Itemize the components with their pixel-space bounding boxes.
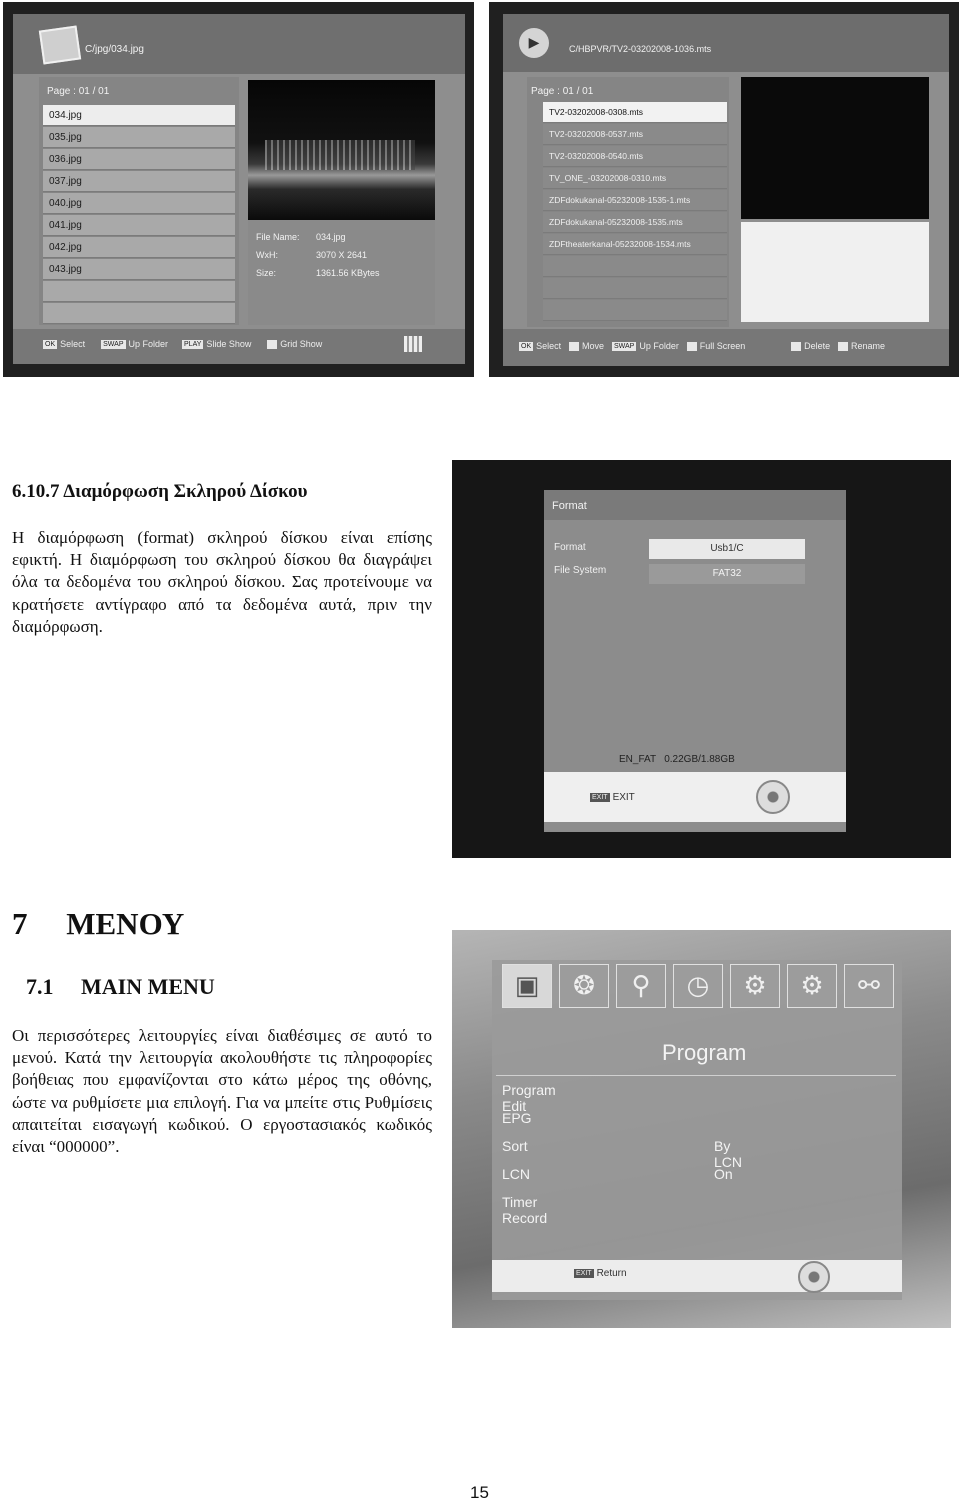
section-6-10-7-paragraph: Η διαμόρφωση (format) σκληρού δίσκου είναι επίσης εφικτή. Η διαμόρφωση του σκληρού δίσκου θα διαγράψει όλα τα δεδομένα του σκληρού δίσκου. Σας προτείνουμε να κρατήσετε αντίγραφο από τα δεδομένα αυτά, πριν την διαμόρφωση.: [12, 528, 432, 636]
pvr-file-item[interactable]: ZDFdokukanal-05232008-1535.mts: [543, 212, 727, 233]
wxh-value: 3070 X 2641: [316, 250, 368, 260]
footer-key-icon: [838, 342, 848, 351]
footer-label: Rename: [850, 341, 885, 351]
photo-info-panel: [256, 228, 380, 282]
wxh-label: WxH:: [256, 250, 278, 260]
footer-label: Move: [581, 341, 604, 351]
photo-empty-row: [43, 303, 235, 324]
film-reel-icon[interactable]: ❂: [559, 964, 609, 1008]
play-icon: ▶: [519, 28, 549, 58]
photo-footer-bar: [43, 339, 338, 349]
photo-page-indicator: Page : 01 / 01: [47, 86, 110, 97]
menu-item[interactable]: LCN: [502, 1166, 531, 1182]
photo-file-item[interactable]: 041.jpg: [43, 215, 235, 236]
photo-empty-row: [43, 281, 235, 302]
footer-key-icon: SWAP: [103, 341, 124, 349]
footer-label: Delete: [804, 341, 831, 351]
footer-hint: [43, 339, 85, 349]
format-title: Format: [552, 500, 587, 512]
format-device-field[interactable]: [649, 539, 805, 559]
footer-hint: [687, 341, 745, 351]
pvr-browser-screenshot: [489, 2, 959, 377]
footer-label: Full Screen: [699, 341, 746, 351]
chapter-7-heading: 7 ΜΕΝΟΥ: [12, 906, 185, 941]
file-system-label: File System: [554, 565, 607, 576]
tv-icon[interactable]: ▣: [502, 964, 552, 1008]
exit-button[interactable]: [590, 792, 635, 803]
main-menu-screenshot: [452, 930, 951, 1328]
footer-hint: [182, 339, 251, 349]
format-screenshot: [452, 460, 951, 858]
exit-key: EXIT: [592, 793, 608, 801]
pvr-page-indicator: Page : 01 / 01: [531, 86, 594, 97]
pvr-empty-row: [543, 300, 727, 321]
menu-title: Program: [662, 1040, 747, 1065]
pvr-footer-bar: [519, 341, 893, 351]
footer-key-icon: [267, 340, 277, 349]
pvr-file-item[interactable]: ZDFtheaterkanal-05232008-1534.mts: [543, 234, 727, 255]
menu-item[interactable]: EPG: [502, 1110, 532, 1126]
footer-key-icon: [791, 342, 801, 351]
photo-file-item[interactable]: 034.jpg: [43, 105, 235, 126]
section-7-1-heading: 7.1 MAIN MENU: [26, 974, 215, 999]
menu-item-value: On: [714, 1166, 733, 1182]
pvr-file-item[interactable]: TV2-03202008-0308.mts: [543, 102, 727, 123]
search-icon[interactable]: ⚲: [616, 964, 666, 1008]
photo-file-item[interactable]: 040.jpg: [43, 193, 235, 214]
format-label: Format: [554, 542, 586, 553]
footer-hint: [519, 341, 561, 351]
footer-label: Select: [60, 339, 86, 349]
photo-file-item[interactable]: 037.jpg: [43, 171, 235, 192]
pvr-empty-row: [543, 278, 727, 299]
footer-hint: [612, 341, 679, 351]
clock-icon[interactable]: ◷: [673, 964, 723, 1008]
footer-label: Up Folder: [639, 341, 679, 351]
photo-file-item[interactable]: 043.jpg: [43, 259, 235, 280]
footer-label: Select: [536, 341, 562, 351]
menu-item[interactable]: Timer Record: [502, 1194, 548, 1226]
file-system-field[interactable]: [649, 564, 805, 584]
footer-key-icon: OK: [45, 341, 56, 349]
menu-item[interactable]: Program Edit: [502, 1082, 556, 1114]
gears-icon[interactable]: ⚙: [787, 964, 837, 1008]
footer-hint: [569, 341, 604, 351]
footer-key-icon: OK: [521, 343, 532, 351]
file-system-value: FAT32: [712, 568, 742, 579]
menu-item[interactable]: Sort: [502, 1138, 528, 1154]
footer-key-icon: PLAY: [184, 341, 202, 349]
usb-icon[interactable]: ⚯: [844, 964, 894, 1008]
pvr-file-item[interactable]: ZDFdokukanal-05232008-1535-1.mts: [543, 190, 727, 211]
video-info-panel: [741, 222, 929, 322]
grid-icon: [404, 336, 422, 352]
return-label: Return: [596, 1268, 627, 1279]
pvr-file-item[interactable]: TV_ONE_-03202008-0310.mts: [543, 168, 727, 189]
footer-key-icon: SWAP: [614, 343, 635, 351]
gear-icon[interactable]: ⚙: [730, 964, 780, 1008]
footer-key-icon: [569, 342, 579, 351]
footer-label: Slide Show: [206, 339, 252, 349]
footer-hint: [101, 339, 168, 349]
photo-file-item[interactable]: 042.jpg: [43, 237, 235, 258]
footer-hint: [267, 339, 322, 349]
return-button[interactable]: [574, 1268, 627, 1279]
remote-dpad-icon: [798, 1261, 830, 1293]
format-device-value: Usb1/C: [710, 543, 744, 554]
pvr-path: C/HBPVR/TV2-03202008-1036.mts: [569, 44, 712, 54]
footer-hint: [791, 341, 830, 351]
photo-folder-icon: [39, 26, 81, 65]
photo-file-item[interactable]: 036.jpg: [43, 149, 235, 170]
pvr-file-item[interactable]: TV2-03202008-0540.mts: [543, 146, 727, 167]
section-heading-6-10-7: 6.10.7 Διαμόρφωση Σκληρού Δίσκου: [12, 481, 308, 502]
file-name-label: File Name:: [256, 232, 300, 242]
photo-browser-screenshot: [3, 2, 474, 377]
return-key: EXIT: [576, 1269, 592, 1277]
photo-path: C/jpg/034.jpg: [85, 44, 144, 55]
chapter-7-paragraph: Οι περισσότερες λειτουργίες είναι διαθέσιμες σε αυτό το μενού. Κατά την λειτουργία ακολουθήστε τις πληροφορίες βοήθειας που εμφανίζονται στο κάτω μέρος της οθόνης, ώστε να ρυθμίσετε μια επιλογή. Για να μπείτε στις Ρυθμίσεις απαιτείται εισαγωγή κωδικού. Ο εργοστασιακός κωδικός είναι “000000”.: [12, 1026, 432, 1157]
capacity-readout: EN_FAT 0.22GB/1.88GB: [619, 754, 735, 765]
video-preview: [741, 77, 929, 219]
footer-label: Up Folder: [128, 339, 169, 349]
file-name-value: 034.jpg: [316, 232, 346, 242]
pvr-empty-row: [543, 256, 727, 277]
menu-item-value: By LCN: [714, 1138, 743, 1170]
footer-label: Grid Show: [280, 339, 323, 349]
photo-file-item[interactable]: 035.jpg: [43, 127, 235, 148]
footer-hint: [838, 341, 885, 351]
size-value: 1361.56 KBytes: [316, 268, 380, 278]
exit-label: EXIT: [612, 792, 635, 803]
remote-dpad-icon: [756, 780, 790, 814]
footer-key-icon: [687, 342, 697, 351]
size-label: Size:: [256, 268, 277, 278]
pvr-file-item[interactable]: TV2-03202008-0537.mts: [543, 124, 727, 145]
page-number: 15: [470, 1483, 489, 1502]
